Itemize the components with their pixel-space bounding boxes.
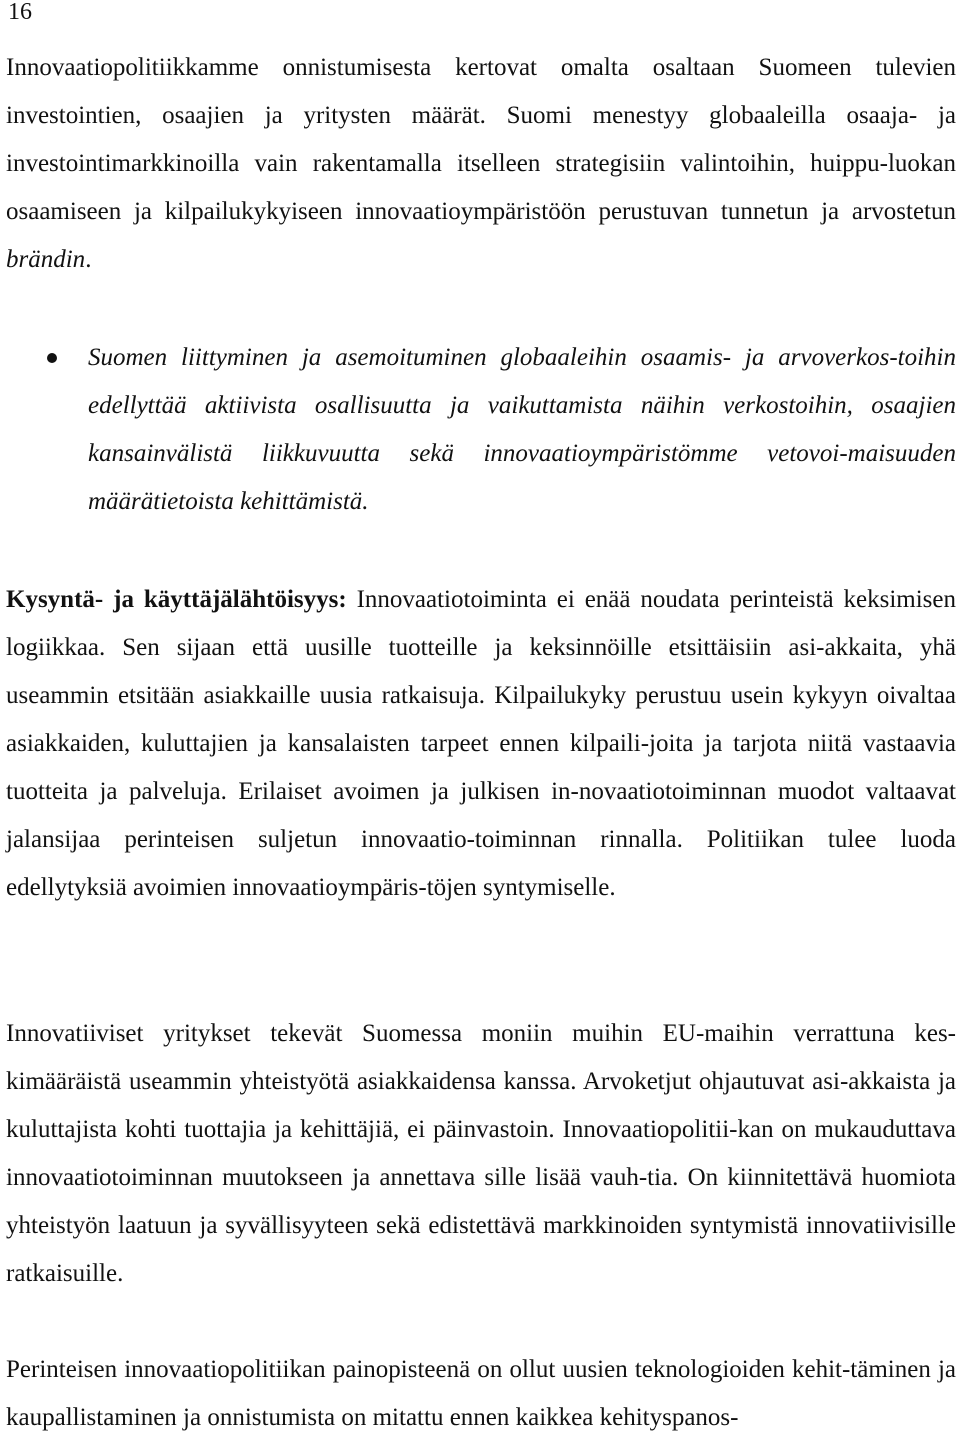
paragraph-demand [6,576,956,912]
paragraph-end: . [85,246,92,273]
page-number: 16 [8,0,32,25]
paragraph-innovative-companies: Innovatiiviset yritykset tekevät Suomessa moniin muihin EU-maihin verrattuna kes-kimääräistä useammin yhteistyötä asiakkaidensa kanssa. Arvoketjut ohjautuvat asi-akkaista ja kuluttajista kohti tuottajia ja kehittäjiä, ei päinvastoin. Innovaatiopolitii-kan on mukauduttava innovaatiotoiminnan muutokseen ja annettava sille lisää vauh-tia. On kiinnitettävä huomiota yhteistyön laatuun ja syvällisyyteen sekä edistettävä markkinoiden syntymistä innovatiivisille ratkaisuille. [6,1020,956,1287]
paragraph-lead-heading: Kysyntä- ja käyttäjälähtöisyys: [6,586,347,613]
emphasis-brandin: brändin [6,246,86,273]
paragraph-investments [6,44,956,284]
paragraph-traditional-policy: Perinteisen innovaatiopolitiikan painopisteenä on ollut uusien teknologioiden kehit-täminen ja kaupallistaminen ja onnistumista on mitattu ennen kaikkea kehityspanos- [6,1356,956,1431]
bullet-icon [47,353,57,363]
paragraph-text: Innovaatiotoiminta ei enää noudata perinteistä keksimisen logiikkaa. Sen sijaan että uusille tuotteille ja keksinnöille etsittäisiin asi-akkaita, yhä useammin etsitään asiakkaille uusia ratkaisuja. Kilpailukyky perustuu usein kykyyn oivaltaa asiakkaiden, kuluttajien ja kansalaisten tarpeet ennen kilpaili-joita ja tarjota niitä vastaavia tuotteita ja palveluja. Erilaiset avoimen ja julkisen in-novaatiotoiminnan muodot valtaavat jalansijaa perinteisen suljetun innovaatio-toiminnan rinnalla. Politiikan tulee luoda edellytyksiä avoimien innovaatioympäris-töjen syntymiselle. [6,586,956,901]
bullet-text: Suomen liittyminen ja asemoituminen globaaleihin osaamis- ja arvoverkos-toihin edellyttää aktiivista osallisuutta ja vaikuttamista näihin verkostoihin, osaajien kansainvälistä liikkuvuutta sekä innovaatioympäristömme vetovoi-maisuuden määrätietoista kehittämistä. [88,344,956,515]
paragraph-text: Innovaatiopolitiikkamme onnistumisesta kertovat omalta osaltaan Suomeen tulevien investointien, osaajien ja yritysten määrät. Suomi menestyy globaaleilla osaaja- ja investointimarkkinoilla vain rakentamalla itselleen strategisiin valintoihin, huippu-luokan osaamiseen ja kilpailukykyiseen innovaatioympäristöön perustuvan tunnetun ja arvostetun [6,54,956,225]
